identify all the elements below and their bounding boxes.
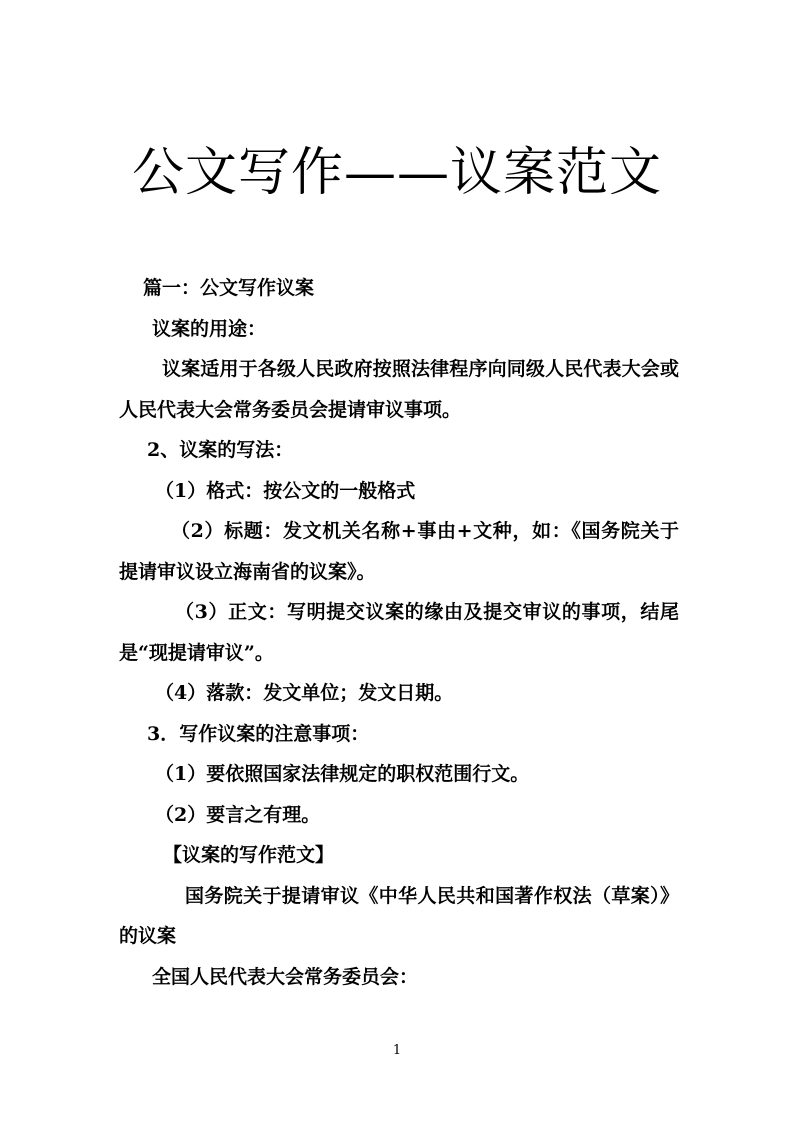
body-paragraph: 篇一：公文写作议案 [143,277,315,299]
body-paragraph: （2）标题：发文机关名称+事由+文种，如：《国务院关于提请审议设立海南省的议案》。 [119,520,679,583]
document-body [119,268,679,997]
body-paragraph: （1）要依照国家法律规定的职权范围行文。 [155,763,530,785]
body-paragraph: （2）要言之有理。 [155,803,321,826]
body-paragraph: 议案的用途： [152,317,267,340]
body-paragraph: （4）落款：发文单位；发文日期。 [155,682,454,704]
body-paragraph: 全国人民代表大会常务委员会： [152,965,419,988]
body-paragraph: 2、议案的写法： [147,439,294,461]
body-paragraph: 【议案的写作范文】 [163,844,335,866]
body-paragraph: （3）正文：写明提交议案的缘由及提交审议的事项，结尾是“现提请审议”。 [119,601,679,664]
page-number: 1 [392,1043,402,1058]
body-paragraph: 3．写作议案的注意事项： [147,722,370,745]
body-paragraph: 议案适用于各级人民政府按照法律程序向同级人民代表大会或人民代表大会常务委员会提请审议事项。 [119,358,679,421]
document-title: 公文写作——议案范文 [131,143,662,203]
body-paragraph: 国务院关于提请审议《中华人民共和国著作权法（草案）》的议案 [119,884,679,947]
body-paragraph: （1）格式：按公文的一般格式 [155,479,416,502]
